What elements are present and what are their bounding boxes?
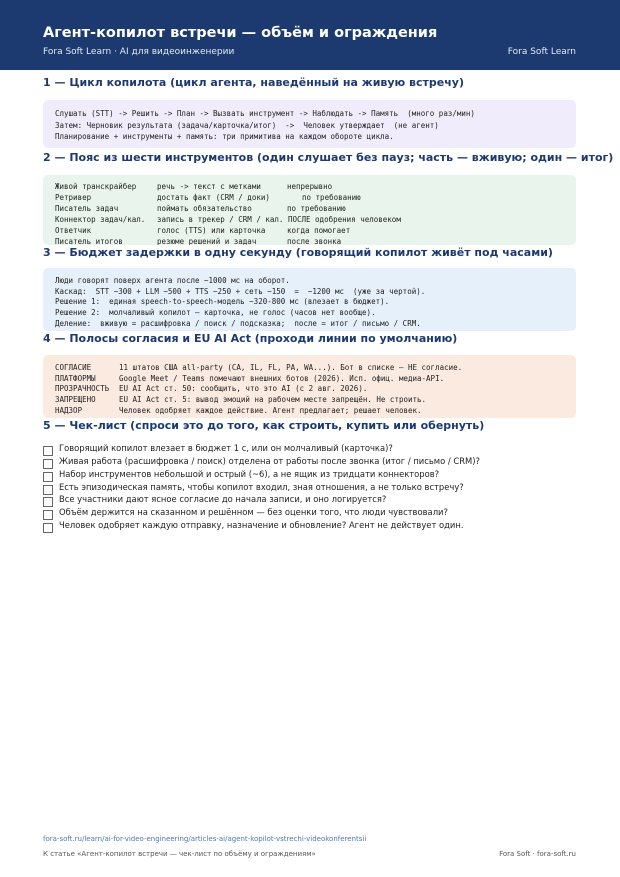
section-4-heading: 4 — Полосы согласия и EU AI Act (проходи линии по умолчанию) <box>43 332 458 345</box>
footer-note: К статье «Агент-копилот встречи — чек-лист по объёму и ограждениям» <box>43 850 316 858</box>
page-title: Агент-копилот встречи — объём и ограждения <box>43 25 438 41</box>
tool-name: Писатель итогов <box>55 237 123 245</box>
tool-role: поймать обязательство <box>157 204 252 213</box>
tool-timing: по требованию <box>287 204 346 213</box>
checklist-item[interactable] <box>43 482 583 494</box>
tool-role: речь -> текст с метками <box>157 182 261 191</box>
consent-lane-text: 11 штатов США all-party (CA, IL, FL, PA, WA...). Бот в списке — НЕ согласие. <box>119 363 463 372</box>
checklist-text: Объём держится на сказанном и решённом — без оценки того, что люди чувствовали? <box>59 507 448 517</box>
tool-timing: непрерывно <box>287 182 333 191</box>
checkbox[interactable] <box>43 497 53 507</box>
tool-name: Писатель задач <box>55 204 119 213</box>
checkbox[interactable] <box>43 472 53 482</box>
checkbox[interactable] <box>43 459 53 469</box>
section-5-heading: 5 — Чек-лист (спроси это до того, как строить, купить или обернуть) <box>43 419 485 432</box>
checklist-text: Есть эпизодическая память, чтобы копилот входил, зная отношения, а не только встречу? <box>59 482 464 492</box>
section-1-line: Слушать (STT) -> Решить -> План -> Вызвать инструмент -> Наблюдать -> Память (много раз/мин) <box>55 109 475 118</box>
consent-lane-label: ПЛАТФОРМЫ <box>55 374 96 383</box>
page-subtitle: Fora Soft Learn · AI для видеоинженерии <box>43 47 235 57</box>
checkbox[interactable] <box>43 446 53 456</box>
section-3-line: Решение 2: молчаливый копилот — карточка, не голос (часов нет вообще). <box>55 308 376 317</box>
tool-role: резюме решений и задач <box>157 237 257 245</box>
section-1-line: Планирование + инструменты + память: три примитива на каждом обороте цикла. <box>55 132 394 141</box>
checklist-text: Все участники дают ясное согласие до начала записи, и оно логируется? <box>59 494 387 504</box>
tool-role: достать факт (CRM / доки) <box>157 193 270 202</box>
consent-lane-label: ПРОЗРАЧНОСТЬ <box>55 384 110 393</box>
consent-lane-text: EU AI Act ст. 50: сообщить, что это AI (с 2 авг. 2026). <box>119 384 368 393</box>
tool-timing: по требованию <box>302 193 361 202</box>
checklist-item[interactable] <box>43 469 583 481</box>
checkbox[interactable] <box>43 523 53 533</box>
section-1-box <box>43 100 576 148</box>
section-1-line: Затем: Черновик результата (задача/карточка/итог) -> Человек утверждает (не агент) <box>55 121 439 130</box>
section-4-box <box>43 355 576 418</box>
consent-lane-text: Google Meet / Teams помечают внешних ботов (2026). Исп. офиц. медиа-API. <box>119 374 445 383</box>
section-3-line: Люди говорят поверх агента после ~1000 мс на оборот. <box>55 276 290 285</box>
tool-name: Живой транскрайбер <box>55 182 137 191</box>
checklist-text: Живая работа (расшифровка / поиск) отделена от работы после звонка (итог / письмо / CRM)? <box>59 456 480 466</box>
checkbox[interactable] <box>43 510 53 520</box>
tool-name: Ответчик <box>55 226 92 235</box>
consent-lane-text: Человек одобряет каждое действие. Агент предлагает; решает человек. <box>119 406 422 415</box>
section-1-heading: 1 — Цикл копилота (цикл агента, наведённый на живую встречу) <box>43 76 465 89</box>
tool-name: Коннектор задач/кал. <box>55 215 146 224</box>
section-3-box <box>43 268 576 331</box>
consent-lane-label: НАДЗОР <box>55 406 83 415</box>
checklist-item[interactable] <box>43 443 583 455</box>
checklist-item[interactable] <box>43 456 583 468</box>
article-link[interactable]: fora-soft.ru/learn/ai-for-video-engineering/articles-ai/agent-kopilot-vstrechi-videokonferentsii <box>43 835 367 843</box>
checklist-text: Набор инструментов небольшой и острый (~6), а не ящик из тридцати коннекторов? <box>59 469 440 479</box>
tool-timing: после звонка <box>287 237 342 245</box>
checklist-item[interactable] <box>43 520 583 532</box>
checklist-text: Человек одобряет каждую отправку, назначение и обновление? Агент не действует один. <box>59 520 464 530</box>
section-3-line: Решение 1: единая speech-to-speech-модель ~320-800 мс (влезает в бюджет). <box>55 297 390 306</box>
tool-role: голос (TTS) или карточка <box>157 226 266 235</box>
section-3-line: Каскад: STT ~300 + LLM ~500 + TTS ~250 + сеть ~150 = ~1200 мс (уже за чертой). <box>55 287 426 296</box>
checklist-item[interactable] <box>43 507 583 519</box>
consent-lane-label: СОГЛАСИЕ <box>55 363 92 372</box>
checklist-item[interactable] <box>43 494 583 506</box>
section-3-heading: 3 — Бюджет задержки в одну секунду (говорящий копилот живёт под часами) <box>43 246 557 259</box>
consent-lane-text: EU AI Act ст. 5: вывод эмоций на рабочем месте запрещён. Не строить. <box>119 395 427 404</box>
header-banner <box>0 0 620 70</box>
section-2-heading: 2 — Пояс из шести инструментов (один слушает без пауз; часть — вживую; один — итог) <box>43 151 614 164</box>
tool-name: Ретривер <box>55 193 92 202</box>
tool-role: запись в трекер / CRM / кал. ПОСЛЕ одобрения человеком <box>157 215 401 224</box>
header-brand: Fora Soft Learn <box>507 47 576 57</box>
consent-lane-label: ЗАПРЕЩЕНО <box>55 395 96 404</box>
tool-timing: когда помогает <box>287 226 351 235</box>
section-2-box <box>43 175 576 245</box>
section-3-line: Деление: вживую = расшифровка / поиск / подсказка; после = итог / письмо / CRM. <box>55 319 421 328</box>
checklist-text: Говорящий копилот влезает в бюджет 1 с, или он молчаливый (карточка)? <box>59 443 393 453</box>
footer-brand: Fora Soft · fora-soft.ru <box>499 850 576 858</box>
